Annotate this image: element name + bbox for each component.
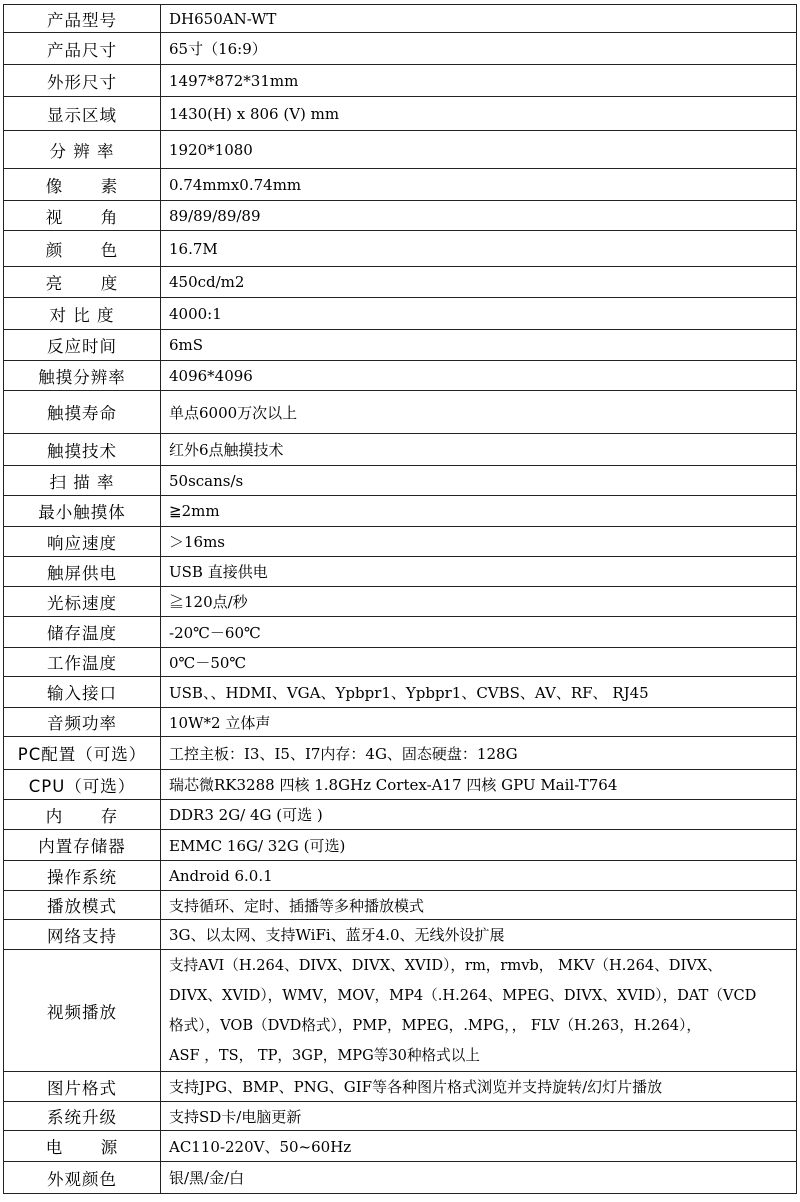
spec-row — [4, 361, 797, 391]
spec-value: 1497*872*31mm — [161, 65, 797, 97]
spec-label: 音频功率 — [4, 708, 161, 737]
spec-label: 触摸技术 — [4, 434, 161, 466]
spec-label: 外形尺寸 — [4, 65, 161, 97]
spec-value-line: ASF ，TS， TP，3GP，MPG等30种格式以上 — [169, 1046, 480, 1064]
spec-value: 0.74mmx0.74mm — [161, 169, 797, 201]
spec-row — [4, 920, 797, 950]
spec-row — [4, 267, 797, 298]
spec-row — [4, 861, 797, 891]
spec-row — [4, 737, 797, 770]
spec-value — [161, 950, 797, 1072]
spec-value: DH650AN-WT — [161, 5, 797, 33]
spec-row — [4, 496, 797, 527]
spec-value: 红外6点触摸技术 — [161, 434, 797, 466]
spec-label: 外观颜色 — [4, 1162, 161, 1194]
spec-label: PC配置（可选） — [4, 737, 161, 770]
spec-row — [4, 169, 797, 201]
spec-value: 89/89/89/89 — [161, 201, 797, 231]
spec-row — [4, 131, 797, 169]
spec-value: USB 直接供电 — [161, 557, 797, 587]
spec-row — [4, 617, 797, 648]
spec-row — [4, 97, 797, 131]
spec-value: 银/黑/金/白 — [161, 1162, 797, 1194]
spec-row — [4, 708, 797, 737]
spec-label: 触屏供电 — [4, 557, 161, 587]
spec-row — [4, 1072, 797, 1102]
spec-value: 4000:1 — [161, 298, 797, 330]
spec-label: 扫 描 率 — [4, 466, 161, 496]
spec-label: 播放模式 — [4, 891, 161, 920]
spec-label: 颜 色 — [4, 231, 161, 267]
spec-value-line: 格式），VOB（DVD格式），PMP，MPEG，.MPG，， FLV（H.263，H.264）， — [169, 1016, 701, 1034]
spec-value: 450cd/m2 — [161, 267, 797, 298]
spec-label: 像 素 — [4, 169, 161, 201]
spec-value: USB、、HDMI、VGA、Ypbpr1、Ypbpr1、CVBS、AV、RF、 RJ45 — [161, 677, 797, 708]
spec-label: 内 存 — [4, 800, 161, 830]
spec-row — [4, 5, 797, 33]
spec-label: 分 辨 率 — [4, 131, 161, 169]
spec-label: 工作温度 — [4, 648, 161, 677]
spec-value: 支持循环、定时、插播等多种播放模式 — [161, 891, 797, 920]
spec-label: 反应时间 — [4, 330, 161, 361]
spec-value: 4096*4096 — [161, 361, 797, 391]
spec-label: 图片格式 — [4, 1072, 161, 1102]
spec-value: 10W*2 立体声 — [161, 708, 797, 737]
spec-label: 触摸分辨率 — [4, 361, 161, 391]
spec-value-line: DIVX、XVID），WMV，MOV，MP4（.H.264、MPEG、DIVX、XVID），DAT（VCD — [169, 986, 757, 1004]
spec-label: 光标速度 — [4, 587, 161, 617]
spec-row — [4, 800, 797, 830]
spec-label: 操作系统 — [4, 861, 161, 891]
spec-table — [3, 4, 797, 1194]
spec-value: ≧2mm — [161, 496, 797, 527]
spec-label: 视 角 — [4, 201, 161, 231]
spec-row — [4, 950, 797, 1072]
spec-row — [4, 33, 797, 65]
spec-row — [4, 1162, 797, 1194]
spec-row — [4, 1131, 797, 1162]
spec-row — [4, 557, 797, 587]
spec-label: 电 源 — [4, 1131, 161, 1162]
spec-value: 1430(H) x 806 (V) mm — [161, 97, 797, 131]
spec-label: 内置存储器 — [4, 830, 161, 861]
spec-label: CPU（可选） — [4, 770, 161, 800]
spec-row — [4, 65, 797, 97]
spec-value: 工控主板：I3、I5、I7内存：4G、固态硬盘：128G — [161, 737, 797, 770]
spec-value: 50scans/s — [161, 466, 797, 496]
spec-value: -20℃－60℃ — [161, 617, 797, 648]
spec-row — [4, 648, 797, 677]
spec-label: 储存温度 — [4, 617, 161, 648]
spec-value: ＞16ms — [161, 527, 797, 557]
spec-label: 网络支持 — [4, 920, 161, 950]
spec-row — [4, 891, 797, 920]
spec-table-body — [4, 5, 797, 1194]
spec-value: 3G、以太网、支持WiFi、蓝牙4.0、无线外设扩展 — [161, 920, 797, 950]
spec-row — [4, 830, 797, 861]
spec-label: 输入接口 — [4, 677, 161, 708]
spec-row — [4, 391, 797, 434]
spec-row — [4, 527, 797, 557]
spec-value: Android 6.0.1 — [161, 861, 797, 891]
spec-label: 亮 度 — [4, 267, 161, 298]
spec-label: 产品尺寸 — [4, 33, 161, 65]
spec-value: 1920*1080 — [161, 131, 797, 169]
spec-value: EMMC 16G/ 32G (可选) — [161, 830, 797, 861]
spec-row — [4, 201, 797, 231]
spec-value: AC110-220V、50~60Hz — [161, 1131, 797, 1162]
spec-label: 响应速度 — [4, 527, 161, 557]
spec-value: ≧120点/秒 — [161, 587, 797, 617]
spec-row — [4, 1102, 797, 1131]
spec-value: 6mS — [161, 330, 797, 361]
spec-label: 显示区域 — [4, 97, 161, 131]
spec-label: 最小触摸体 — [4, 496, 161, 527]
spec-label: 对 比 度 — [4, 298, 161, 330]
spec-row — [4, 231, 797, 267]
spec-label: 系统升级 — [4, 1102, 161, 1131]
spec-value: 支持SD卡/电脑更新 — [161, 1102, 797, 1131]
spec-row — [4, 434, 797, 466]
spec-value: 0℃－50℃ — [161, 648, 797, 677]
spec-row — [4, 677, 797, 708]
spec-value: 65寸（16:9） — [161, 33, 797, 65]
spec-row — [4, 587, 797, 617]
spec-label: 触摸寿命 — [4, 391, 161, 434]
spec-label: 产品型号 — [4, 5, 161, 33]
spec-row — [4, 298, 797, 330]
spec-value-line: 支持AVI（H.264、DIVX、DIVX、XVID），rm，rmvb， MKV（H.264、DIVX、 — [169, 956, 722, 974]
spec-label: 视频播放 — [4, 950, 161, 1072]
spec-row — [4, 466, 797, 496]
spec-value: 瑞芯微RK3288 四核 1.8GHz Cortex-A17 四核 GPU Mail-T764 — [161, 770, 797, 800]
spec-value: DDR3 2G/ 4G (可选 ) — [161, 800, 797, 830]
spec-value: 单点6000万次以上 — [161, 391, 797, 434]
spec-value: 16.7M — [161, 231, 797, 267]
spec-value: 支持JPG、BMP、PNG、GIF等各种图片格式浏览并支持旋转/幻灯片播放 — [161, 1072, 797, 1102]
spec-row — [4, 770, 797, 800]
spec-row — [4, 330, 797, 361]
